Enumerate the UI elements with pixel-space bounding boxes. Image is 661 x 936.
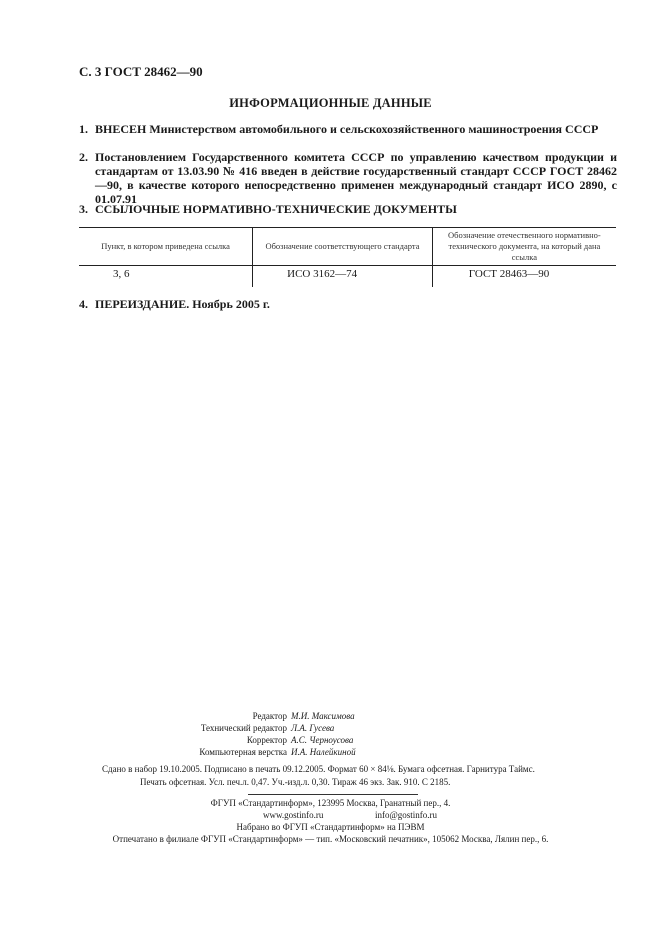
credit-name: М.И. Максимова xyxy=(291,711,355,721)
publisher-contacts xyxy=(0,809,661,821)
table-cell: ИСО 3162—74 xyxy=(253,266,433,288)
section-title: ИНФОРМАЦИОННЫЕ ДАННЫЕ xyxy=(229,96,432,110)
imprint-line-2: Печать офсетная. Усл. печ.л. 0,47. Уч.-изд.л. 0,30. Тираж 46 экз. Зак. 910. С 2185. xyxy=(140,777,451,787)
imprint-line-1: Сдано в набор 19.10.2005. Подписано в печать 09.12.2005. Формат 60 × 84⅛. Бумага офсетная. Гарнитура Таймс. xyxy=(102,764,535,774)
print-imprint xyxy=(102,763,590,789)
credit-tech-editor xyxy=(0,722,661,734)
item-text: ССЫЛОЧНЫЕ НОРМАТИВНО-ТЕХНИЧЕСКИЕ ДОКУМЕНТЫ xyxy=(95,202,457,216)
credit-name: А.С. Черноусова xyxy=(291,735,354,745)
column-header-clause: Пункт, в котором приведена ссылка xyxy=(79,228,253,266)
credit-role: Компьютерная верстка xyxy=(199,747,287,757)
publisher-email: info@gostinfo.ru xyxy=(375,810,438,820)
credit-editor xyxy=(0,710,661,722)
credit-layout xyxy=(0,746,661,758)
credit-role: Корректор xyxy=(246,735,287,745)
table-header-row xyxy=(79,228,616,266)
divider xyxy=(248,794,418,795)
item-number: 4. xyxy=(79,297,88,311)
item-number: 3. xyxy=(79,202,88,216)
credit-role: Технический редактор xyxy=(200,723,287,733)
publisher-address: ФГУП «Стандартинформ», 123995 Москва, Гранатный пер., 4. xyxy=(210,798,451,808)
table-cell: 3, 6 xyxy=(113,268,130,280)
credit-name: И.А. Налейкиной xyxy=(291,747,356,757)
publisher-info xyxy=(0,797,661,845)
item-number: 2. xyxy=(79,150,88,164)
table-cell: ГОСТ 28463—90 xyxy=(432,266,616,288)
column-header-standard: Обозначение соответствующего стандарта xyxy=(253,228,433,266)
printing-note: Отпечатано в филиале ФГУП «Стандартинформ» — тип. «Московский печатник», 105062 Москва, Лялин пер., 6. xyxy=(112,834,549,844)
editorial-credits xyxy=(0,710,661,758)
credit-name: Л.А. Гусева xyxy=(291,723,335,733)
typeset-note: Набрано во ФГУП «Стандартинформ» на ПЭВМ xyxy=(236,822,425,832)
item-number: 1. xyxy=(79,122,88,136)
publisher-website: www.gostinfo.ru xyxy=(263,810,324,820)
table-row xyxy=(79,266,616,288)
info-item-2 xyxy=(79,150,619,206)
credit-role: Редактор xyxy=(252,711,287,721)
item-text: Постановлением Государственного комитета СССР по управлению качеством продукции и стандартам от 13.03.90 № 416 введен в действие государственный стандарт СССР ГОСТ 28462—90, в качестве которого непосредственно применен международный стандарт ИСО 2890, с 01.07.91 xyxy=(95,150,617,206)
page-header: С. 3 ГОСТ 28462—90 xyxy=(79,64,203,79)
credit-proofreader xyxy=(0,734,661,746)
item-text: ПЕРЕИЗДАНИЕ. Ноябрь 2005 г. xyxy=(95,297,270,311)
column-header-domestic-document: Обозначение отечественного нормативно-технического документа, на который дана ссылка xyxy=(432,228,616,266)
reference-documents-table xyxy=(79,227,616,287)
item-text: ВНЕСЕН Министерством автомобильного и сельскохозяйственного машиностроения СССР xyxy=(95,122,599,136)
